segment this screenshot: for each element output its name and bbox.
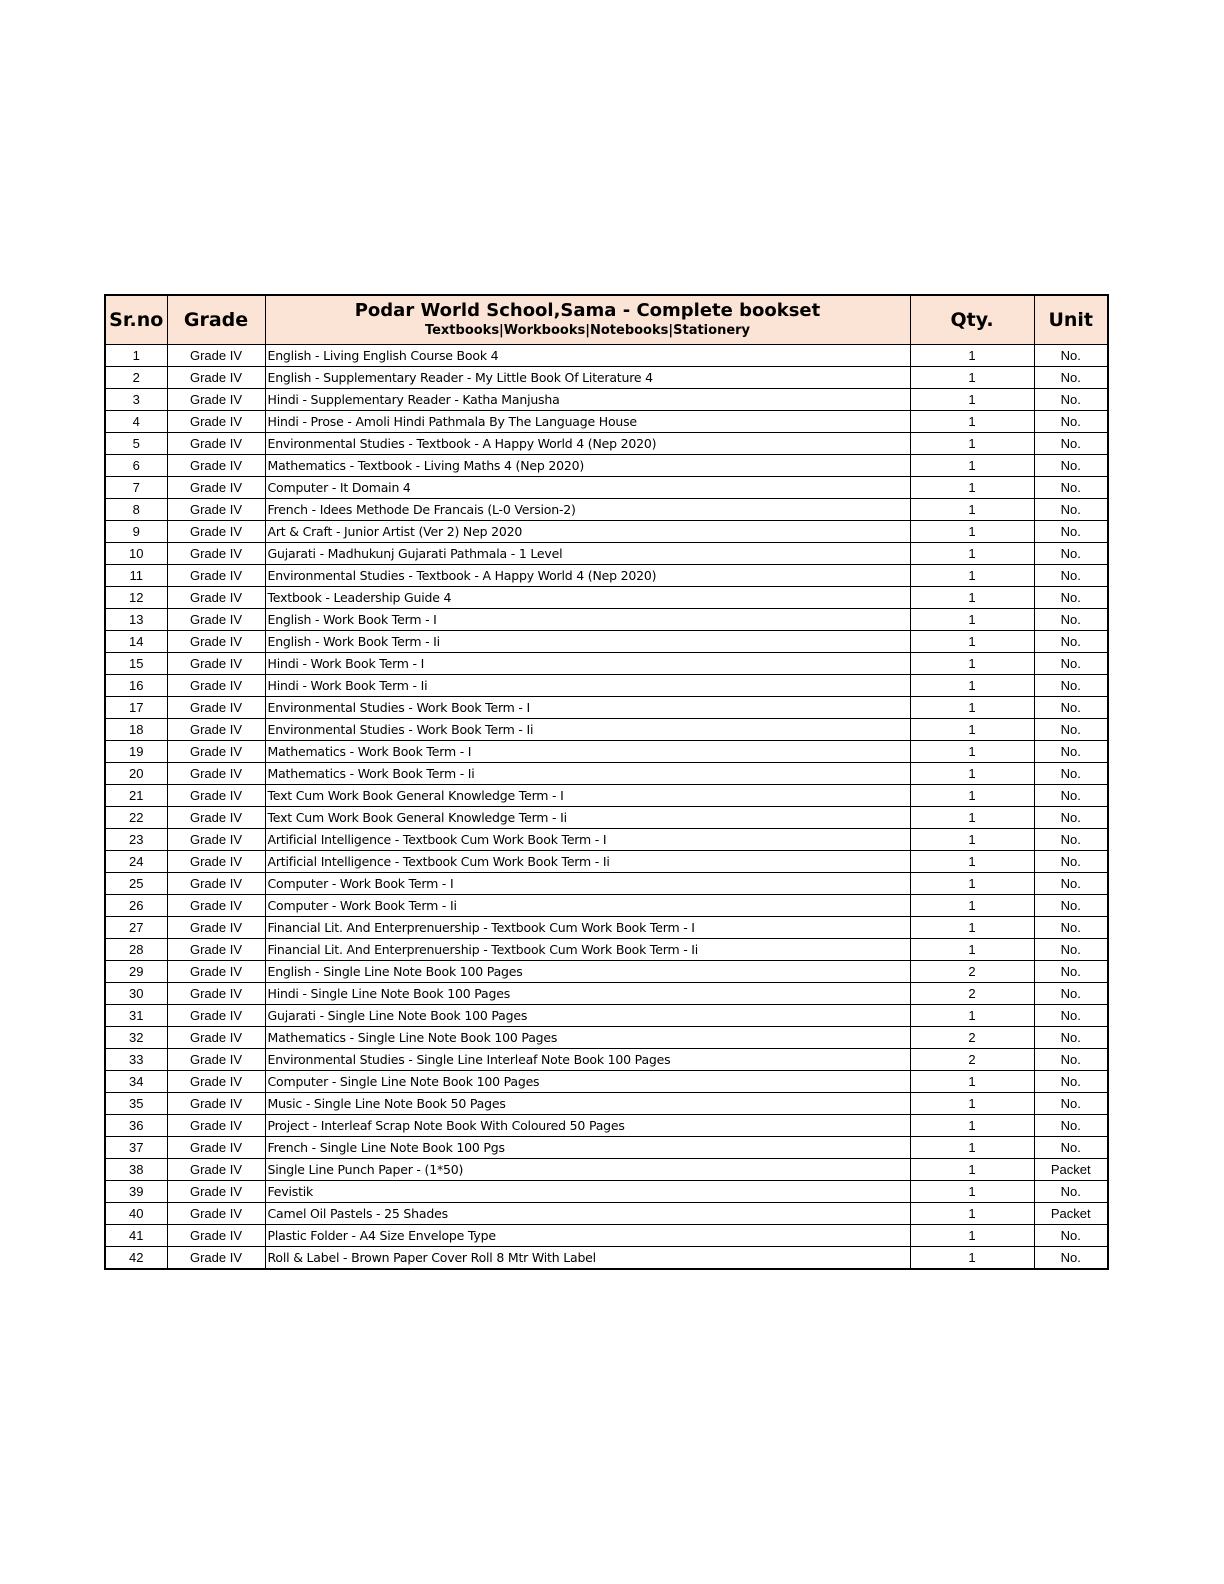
table-title: Podar World School,Sama - Complete bookset	[354, 299, 821, 321]
cell-sr-no: 39	[105, 1181, 167, 1203]
table-row	[105, 1159, 1108, 1181]
cell-qty: 1	[910, 939, 1034, 961]
table-row	[105, 1137, 1108, 1159]
cell-sr-no: 13	[105, 609, 167, 631]
cell-sr-no: 24	[105, 851, 167, 873]
cell-qty: 1	[910, 1005, 1034, 1027]
cell-sr-no: 25	[105, 873, 167, 895]
cell-grade: Grade IV	[167, 1203, 265, 1225]
cell-item: Mathematics - Work Book Term - Ii	[265, 763, 910, 785]
cell-item: Roll & Label - Brown Paper Cover Roll 8 Mtr With Label	[265, 1247, 910, 1270]
cell-item: Hindi - Work Book Term - Ii	[265, 675, 910, 697]
cell-sr-no: 33	[105, 1049, 167, 1071]
cell-item: Financial Lit. And Enterprenuership - Textbook Cum Work Book Term - I	[265, 917, 910, 939]
cell-qty: 1	[910, 719, 1034, 741]
cell-unit: No.	[1034, 763, 1108, 785]
cell-item: Mathematics - Single Line Note Book 100 Pages	[265, 1027, 910, 1049]
cell-item: Music - Single Line Note Book 50 Pages	[265, 1093, 910, 1115]
cell-sr-no: 10	[105, 543, 167, 565]
cell-grade: Grade IV	[167, 587, 265, 609]
cell-qty: 1	[910, 631, 1034, 653]
table-body	[105, 345, 1108, 1270]
cell-qty: 1	[910, 763, 1034, 785]
cell-item: Artificial Intelligence - Textbook Cum Work Book Term - Ii	[265, 851, 910, 873]
cell-unit: No.	[1034, 741, 1108, 763]
cell-grade: Grade IV	[167, 741, 265, 763]
cell-item: Textbook - Leadership Guide 4	[265, 587, 910, 609]
table-row	[105, 1115, 1108, 1137]
table-row	[105, 1005, 1108, 1027]
cell-qty: 1	[910, 345, 1034, 367]
cell-unit: No.	[1034, 609, 1108, 631]
cell-qty: 1	[910, 389, 1034, 411]
cell-sr-no: 22	[105, 807, 167, 829]
table-row	[105, 433, 1108, 455]
cell-unit: No.	[1034, 829, 1108, 851]
cell-sr-no: 20	[105, 763, 167, 785]
cell-qty: 2	[910, 961, 1034, 983]
cell-sr-no: 18	[105, 719, 167, 741]
cell-qty: 1	[910, 829, 1034, 851]
cell-sr-no: 29	[105, 961, 167, 983]
cell-sr-no: 31	[105, 1005, 167, 1027]
cell-item: Mathematics - Work Book Term - I	[265, 741, 910, 763]
cell-qty: 1	[910, 543, 1034, 565]
cell-grade: Grade IV	[167, 631, 265, 653]
cell-qty: 1	[910, 1093, 1034, 1115]
cell-qty: 1	[910, 653, 1034, 675]
cell-unit: No.	[1034, 675, 1108, 697]
table-row	[105, 477, 1108, 499]
cell-item: French - Idees Methode De Francais (L-0 Version-2)	[265, 499, 910, 521]
table-row	[105, 983, 1108, 1005]
cell-grade: Grade IV	[167, 367, 265, 389]
cell-grade: Grade IV	[167, 1225, 265, 1247]
cell-sr-no: 36	[105, 1115, 167, 1137]
cell-unit: No.	[1034, 939, 1108, 961]
cell-sr-no: 30	[105, 983, 167, 1005]
cell-unit: No.	[1034, 1071, 1108, 1093]
cell-grade: Grade IV	[167, 895, 265, 917]
cell-unit: No.	[1034, 785, 1108, 807]
table-row	[105, 785, 1108, 807]
cell-qty: 1	[910, 433, 1034, 455]
cell-unit: No.	[1034, 477, 1108, 499]
cell-sr-no: 41	[105, 1225, 167, 1247]
table-row	[105, 917, 1108, 939]
cell-sr-no: 4	[105, 411, 167, 433]
cell-qty: 1	[910, 917, 1034, 939]
table-row	[105, 961, 1108, 983]
cell-item: Text Cum Work Book General Knowledge Term - I	[265, 785, 910, 807]
cell-grade: Grade IV	[167, 1071, 265, 1093]
cell-grade: Grade IV	[167, 521, 265, 543]
table-row	[105, 653, 1108, 675]
table-row	[105, 675, 1108, 697]
cell-grade: Grade IV	[167, 829, 265, 851]
cell-item: Camel Oil Pastels - 25 Shades	[265, 1203, 910, 1225]
cell-qty: 1	[910, 675, 1034, 697]
cell-unit: No.	[1034, 499, 1108, 521]
cell-qty: 1	[910, 851, 1034, 873]
table-row	[105, 587, 1108, 609]
cell-item: Environmental Studies - Work Book Term - Ii	[265, 719, 910, 741]
cell-unit: No.	[1034, 1115, 1108, 1137]
table-row	[105, 719, 1108, 741]
cell-sr-no: 15	[105, 653, 167, 675]
cell-grade: Grade IV	[167, 455, 265, 477]
cell-unit: No.	[1034, 1137, 1108, 1159]
table-row	[105, 543, 1108, 565]
cell-grade: Grade IV	[167, 653, 265, 675]
cell-item: Environmental Studies - Textbook - A Happy World 4 (Nep 2020)	[265, 433, 910, 455]
cell-item: Computer - Work Book Term - I	[265, 873, 910, 895]
cell-item: Artificial Intelligence - Textbook Cum Work Book Term - I	[265, 829, 910, 851]
cell-qty: 1	[910, 1247, 1034, 1270]
cell-item: Computer - Work Book Term - Ii	[265, 895, 910, 917]
cell-unit: No.	[1034, 631, 1108, 653]
cell-item: Mathematics - Textbook - Living Maths 4 (Nep 2020)	[265, 455, 910, 477]
table-row	[105, 1093, 1108, 1115]
cell-unit: No.	[1034, 433, 1108, 455]
cell-grade: Grade IV	[167, 1181, 265, 1203]
cell-grade: Grade IV	[167, 1159, 265, 1181]
cell-grade: Grade IV	[167, 851, 265, 873]
cell-item: Fevistik	[265, 1181, 910, 1203]
table-row	[105, 895, 1108, 917]
table-row	[105, 565, 1108, 587]
cell-qty: 1	[910, 499, 1034, 521]
cell-item: English - Supplementary Reader - My Little Book Of Literature 4	[265, 367, 910, 389]
cell-sr-no: 6	[105, 455, 167, 477]
cell-unit: No.	[1034, 345, 1108, 367]
cell-qty: 1	[910, 477, 1034, 499]
cell-unit: No.	[1034, 807, 1108, 829]
cell-grade: Grade IV	[167, 961, 265, 983]
header-title-cell	[265, 295, 910, 345]
cell-item: Computer - Single Line Note Book 100 Pages	[265, 1071, 910, 1093]
cell-grade: Grade IV	[167, 543, 265, 565]
cell-qty: 1	[910, 895, 1034, 917]
table-row	[105, 631, 1108, 653]
cell-qty: 1	[910, 411, 1034, 433]
cell-unit: No.	[1034, 543, 1108, 565]
cell-sr-no: 1	[105, 345, 167, 367]
cell-qty: 1	[910, 807, 1034, 829]
cell-unit: Packet	[1034, 1159, 1108, 1181]
cell-grade: Grade IV	[167, 389, 265, 411]
cell-qty: 2	[910, 983, 1034, 1005]
cell-grade: Grade IV	[167, 565, 265, 587]
cell-unit: No.	[1034, 873, 1108, 895]
cell-grade: Grade IV	[167, 1005, 265, 1027]
table-row	[105, 873, 1108, 895]
table-row	[105, 697, 1108, 719]
table-row	[105, 345, 1108, 367]
cell-sr-no: 5	[105, 433, 167, 455]
cell-unit: No.	[1034, 697, 1108, 719]
table-row	[105, 499, 1108, 521]
cell-sr-no: 27	[105, 917, 167, 939]
table-row	[105, 455, 1108, 477]
cell-grade: Grade IV	[167, 675, 265, 697]
cell-sr-no: 38	[105, 1159, 167, 1181]
cell-item: Environmental Studies - Work Book Term - I	[265, 697, 910, 719]
cell-qty: 2	[910, 1027, 1034, 1049]
cell-item: Single Line Punch Paper - (1*50)	[265, 1159, 910, 1181]
cell-unit: No.	[1034, 653, 1108, 675]
bookset-table	[104, 294, 1109, 1270]
cell-unit: No.	[1034, 1247, 1108, 1270]
cell-unit: No.	[1034, 411, 1108, 433]
cell-unit: No.	[1034, 983, 1108, 1005]
cell-sr-no: 7	[105, 477, 167, 499]
cell-unit: No.	[1034, 1005, 1108, 1027]
cell-grade: Grade IV	[167, 499, 265, 521]
cell-qty: 1	[910, 367, 1034, 389]
cell-sr-no: 26	[105, 895, 167, 917]
cell-item: Hindi - Single Line Note Book 100 Pages	[265, 983, 910, 1005]
cell-item: Environmental Studies - Textbook - A Happy World 4 (Nep 2020)	[265, 565, 910, 587]
cell-qty: 1	[910, 1181, 1034, 1203]
cell-grade: Grade IV	[167, 697, 265, 719]
cell-sr-no: 28	[105, 939, 167, 961]
cell-grade: Grade IV	[167, 983, 265, 1005]
table-row	[105, 1027, 1108, 1049]
cell-item: English - Living English Course Book 4	[265, 345, 910, 367]
cell-unit: No.	[1034, 565, 1108, 587]
cell-unit: No.	[1034, 917, 1108, 939]
cell-item: Art & Craft - Junior Artist (Ver 2) Nep 2020	[265, 521, 910, 543]
cell-item: Plastic Folder - A4 Size Envelope Type	[265, 1225, 910, 1247]
cell-grade: Grade IV	[167, 1247, 265, 1270]
cell-sr-no: 40	[105, 1203, 167, 1225]
cell-grade: Grade IV	[167, 917, 265, 939]
cell-grade: Grade IV	[167, 1137, 265, 1159]
table-row	[105, 763, 1108, 785]
cell-unit: No.	[1034, 587, 1108, 609]
cell-item: French - Single Line Note Book 100 Pgs	[265, 1137, 910, 1159]
cell-item: Project - Interleaf Scrap Note Book With Coloured 50 Pages	[265, 1115, 910, 1137]
cell-sr-no: 9	[105, 521, 167, 543]
cell-sr-no: 8	[105, 499, 167, 521]
table-row	[105, 851, 1108, 873]
cell-unit: No.	[1034, 1225, 1108, 1247]
table-row	[105, 807, 1108, 829]
cell-qty: 1	[910, 1115, 1034, 1137]
table-row	[105, 521, 1108, 543]
table-row	[105, 1247, 1108, 1270]
cell-qty: 2	[910, 1049, 1034, 1071]
cell-item: Hindi - Supplementary Reader - Katha Manjusha	[265, 389, 910, 411]
cell-qty: 1	[910, 609, 1034, 631]
cell-unit: No.	[1034, 1049, 1108, 1071]
cell-sr-no: 3	[105, 389, 167, 411]
cell-sr-no: 35	[105, 1093, 167, 1115]
cell-qty: 1	[910, 565, 1034, 587]
cell-sr-no: 42	[105, 1247, 167, 1270]
cell-qty: 1	[910, 785, 1034, 807]
cell-grade: Grade IV	[167, 873, 265, 895]
cell-sr-no: 37	[105, 1137, 167, 1159]
cell-unit: No.	[1034, 719, 1108, 741]
cell-item: Computer - It Domain 4	[265, 477, 910, 499]
cell-grade: Grade IV	[167, 1115, 265, 1137]
cell-item: Hindi - Prose - Amoli Hindi Pathmala By The Language House	[265, 411, 910, 433]
cell-unit: No.	[1034, 961, 1108, 983]
cell-sr-no: 12	[105, 587, 167, 609]
table-row	[105, 741, 1108, 763]
cell-grade: Grade IV	[167, 609, 265, 631]
cell-unit: No.	[1034, 521, 1108, 543]
cell-grade: Grade IV	[167, 785, 265, 807]
cell-item: English - Work Book Term - I	[265, 609, 910, 631]
table-row	[105, 829, 1108, 851]
cell-sr-no: 32	[105, 1027, 167, 1049]
cell-unit: Packet	[1034, 1203, 1108, 1225]
cell-qty: 1	[910, 741, 1034, 763]
cell-item: Text Cum Work Book General Knowledge Term - Ii	[265, 807, 910, 829]
cell-qty: 1	[910, 1225, 1034, 1247]
cell-qty: 1	[910, 1203, 1034, 1225]
cell-unit: No.	[1034, 367, 1108, 389]
table-subtitle: Textbooks|Workbooks|Notebooks|Stationery	[424, 323, 751, 339]
cell-qty: 1	[910, 1071, 1034, 1093]
table-row	[105, 609, 1108, 631]
cell-grade: Grade IV	[167, 411, 265, 433]
cell-qty: 1	[910, 873, 1034, 895]
cell-qty: 1	[910, 587, 1034, 609]
table-row	[105, 367, 1108, 389]
table-row	[105, 1071, 1108, 1093]
cell-item: English - Work Book Term - Ii	[265, 631, 910, 653]
cell-unit: No.	[1034, 895, 1108, 917]
cell-grade: Grade IV	[167, 719, 265, 741]
table-row	[105, 1203, 1108, 1225]
cell-unit: No.	[1034, 455, 1108, 477]
cell-grade: Grade IV	[167, 763, 265, 785]
cell-sr-no: 23	[105, 829, 167, 851]
cell-grade: Grade IV	[167, 345, 265, 367]
table-row	[105, 1181, 1108, 1203]
cell-item: English - Single Line Note Book 100 Pages	[265, 961, 910, 983]
cell-grade: Grade IV	[167, 1027, 265, 1049]
cell-qty: 1	[910, 1137, 1034, 1159]
table-row	[105, 389, 1108, 411]
cell-item: Gujarati - Single Line Note Book 100 Pages	[265, 1005, 910, 1027]
cell-qty: 1	[910, 455, 1034, 477]
cell-sr-no: 21	[105, 785, 167, 807]
cell-unit: No.	[1034, 1181, 1108, 1203]
table-row	[105, 1049, 1108, 1071]
cell-item: Gujarati - Madhukunj Gujarati Pathmala - 1 Level	[265, 543, 910, 565]
cell-unit: No.	[1034, 1093, 1108, 1115]
table-row	[105, 939, 1108, 961]
header-grade: Grade	[167, 295, 265, 345]
table-row	[105, 411, 1108, 433]
cell-unit: No.	[1034, 851, 1108, 873]
cell-sr-no: 19	[105, 741, 167, 763]
cell-grade: Grade IV	[167, 939, 265, 961]
cell-item: Financial Lit. And Enterprenuership - Textbook Cum Work Book Term - Ii	[265, 939, 910, 961]
header-sr-no: Sr.no	[105, 295, 167, 345]
cell-grade: Grade IV	[167, 1093, 265, 1115]
cell-sr-no: 2	[105, 367, 167, 389]
cell-unit: No.	[1034, 1027, 1108, 1049]
cell-grade: Grade IV	[167, 1049, 265, 1071]
cell-item: Hindi - Work Book Term - I	[265, 653, 910, 675]
table-header	[105, 295, 1108, 345]
cell-sr-no: 11	[105, 565, 167, 587]
cell-qty: 1	[910, 521, 1034, 543]
header-row	[105, 295, 1108, 345]
table-row	[105, 1225, 1108, 1247]
cell-sr-no: 14	[105, 631, 167, 653]
cell-grade: Grade IV	[167, 807, 265, 829]
cell-sr-no: 17	[105, 697, 167, 719]
cell-sr-no: 34	[105, 1071, 167, 1093]
cell-qty: 1	[910, 1159, 1034, 1181]
header-unit: Unit	[1034, 295, 1108, 345]
cell-sr-no: 16	[105, 675, 167, 697]
cell-grade: Grade IV	[167, 433, 265, 455]
cell-grade: Grade IV	[167, 477, 265, 499]
cell-item: Environmental Studies - Single Line Interleaf Note Book 100 Pages	[265, 1049, 910, 1071]
cell-unit: No.	[1034, 389, 1108, 411]
header-qty: Qty.	[910, 295, 1034, 345]
cell-qty: 1	[910, 697, 1034, 719]
